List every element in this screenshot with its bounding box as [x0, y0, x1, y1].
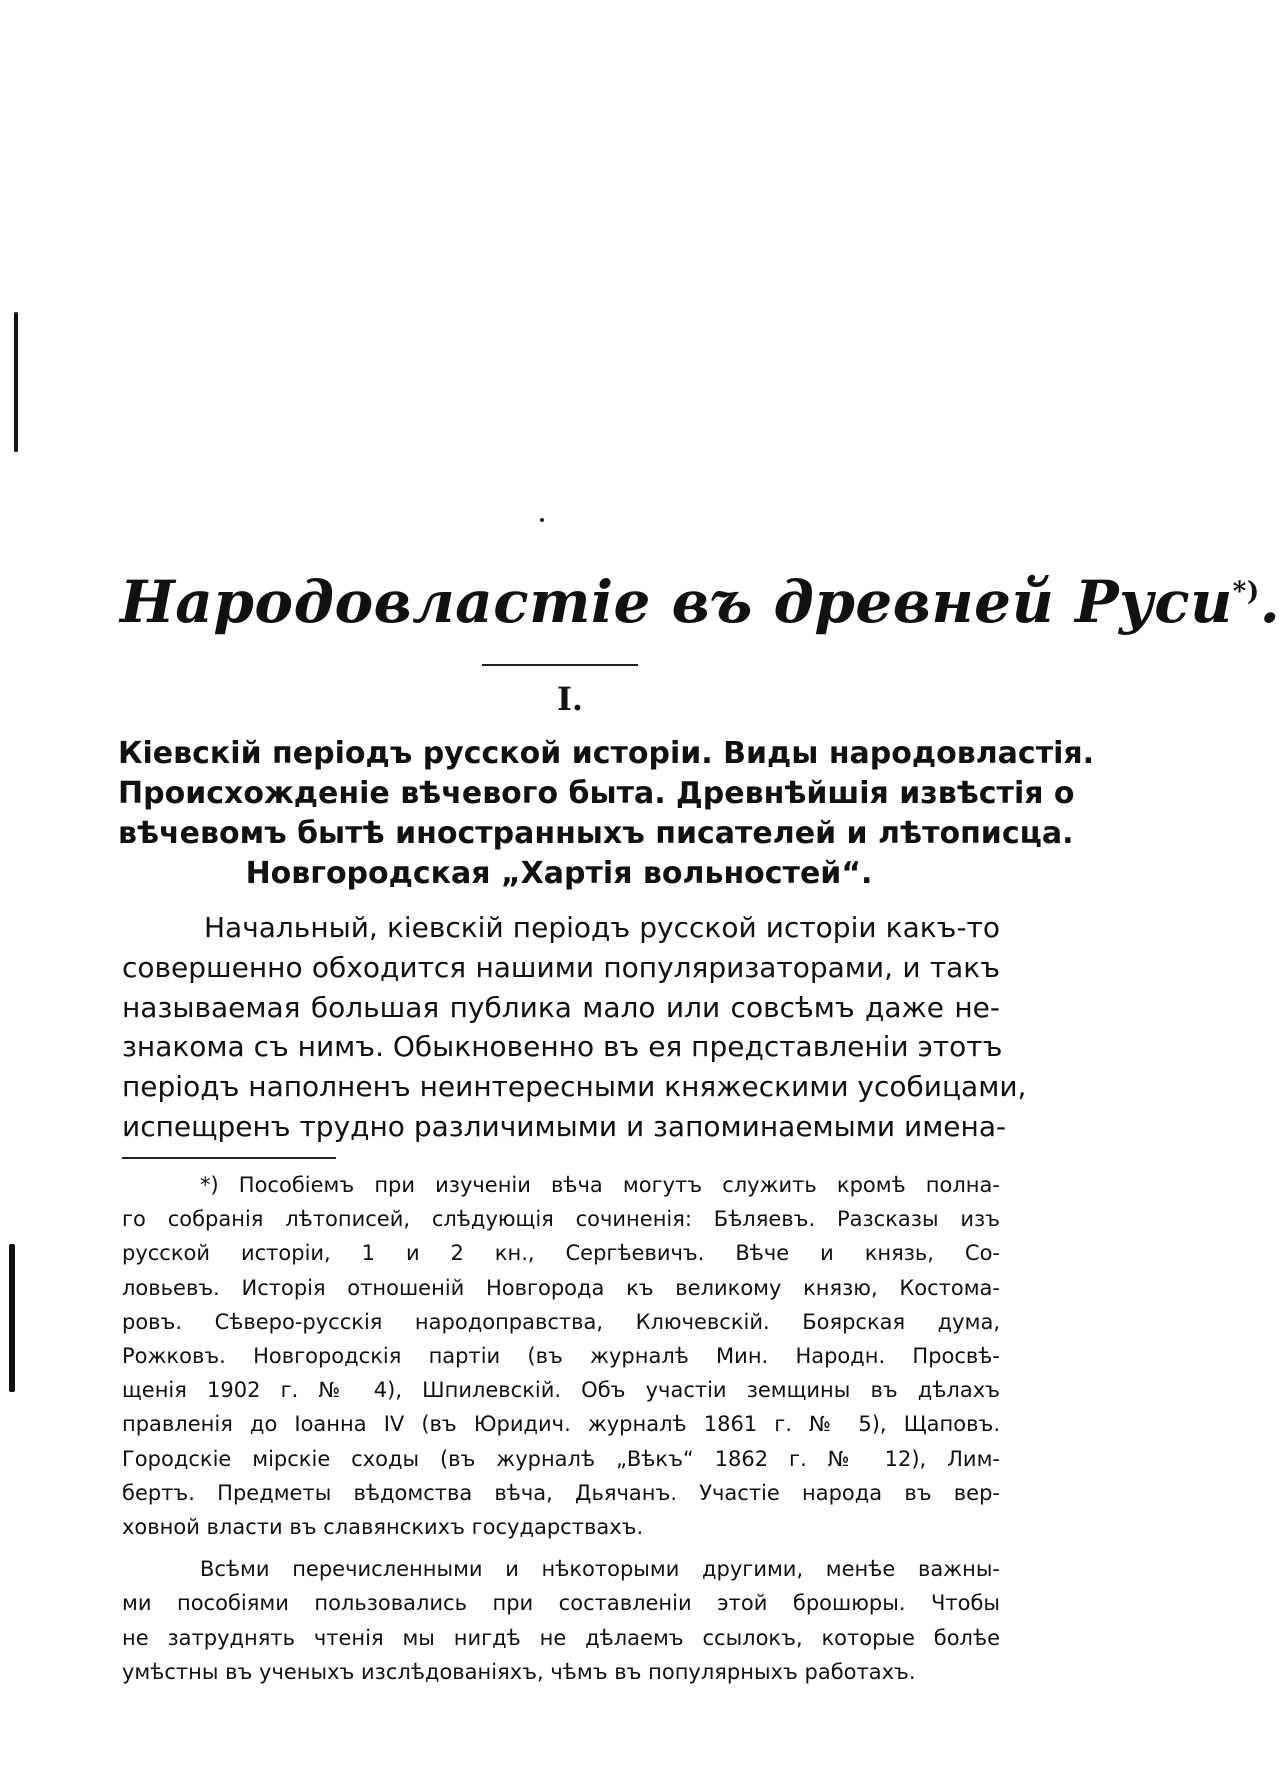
- title-rule: [482, 664, 638, 666]
- title-text: Народовластіе въ древней Руси: [120, 568, 1233, 636]
- margin-mark-lower: [9, 1244, 15, 1392]
- heading-line: Новгородская „Хартія вольностей“.: [245, 856, 873, 891]
- margin-mark-upper: [14, 312, 18, 452]
- footnote-line: Городскіе мірскіе сходы (въ журналѣ „Вѣкъ“ 1862 г. № 12), Лим-: [122, 1446, 1000, 1471]
- body-paragraph: [122, 908, 1027, 1147]
- footnote-line: правленія до Іоанна IV (въ Юридич. журналѣ 1861 г. № 5), Щаповъ.: [122, 1412, 1000, 1437]
- body-line: Начальный, кіевскій періодъ русской исторіи какъ-то: [204, 911, 1000, 944]
- footnote-line: русской исторіи, 1 и 2 кн., Сергѣевичъ. Вѣче и князь, Со-: [122, 1241, 1000, 1266]
- footnote-line: Всѣми перечисленными и нѣкоторыми другими, менѣе важны-: [200, 1557, 1000, 1582]
- chapter-number: I.: [556, 680, 584, 718]
- footnote-line: *) Пособіемъ при изученіи вѣча могутъ служить кромѣ полна-: [200, 1173, 1000, 1197]
- footnote-line: Рожковъ. Новгородскія партіи (въ журналѣ Мин. Народн. Просвѣ-: [122, 1344, 1000, 1369]
- chapter-heading: [118, 734, 1095, 894]
- footnote-line: не затруднять чтенія мы нигдѣ не дѣлаемъ ссылокъ, которые болѣе: [122, 1625, 1000, 1650]
- body-line: называемая большая публика мало или совсѣмъ даже не-: [122, 990, 1000, 1024]
- body-line: знакома съ нимъ. Обыкновенно въ ея представленіи этотъ: [122, 1030, 1003, 1064]
- footnote: [122, 1168, 1000, 1689]
- page-title: [120, 568, 1280, 636]
- footnote-line: умѣстны въ ученыхъ изслѣдованіяхъ, чѣмъ въ популярныхъ работахъ.: [122, 1659, 916, 1684]
- title-footnote-mark: *): [1232, 577, 1260, 607]
- body-line: совершенно обходится нашими популяризаторами, и такъ: [122, 950, 1000, 984]
- footnote-line: ловьевъ. Исторія отношеній Новгорода къ великому князю, Костома-: [122, 1275, 1000, 1300]
- title-period: .: [1259, 568, 1280, 636]
- footnote-line: ховной власти въ славянскихъ государствахъ.: [122, 1515, 644, 1540]
- heading-line: Кіевскій періодъ русской исторіи. Виды народовластія.: [118, 736, 1095, 771]
- heading-line: Происхожденіе вѣчевого быта. Древнѣйшія извѣстія о: [118, 776, 1075, 811]
- heading-line: вѣчевомъ бытѣ иностранныхъ писателей и лѣтописца.: [118, 816, 1074, 851]
- footnote-line: ровъ. Сѣверо-русскія народоправства, Ключевскій. Боярская дума,: [122, 1309, 1000, 1334]
- footnote-line: ми пособіями пользовались при составленіи этой брошюры. Чтобы: [122, 1591, 1000, 1616]
- footnote-line: щенія 1902 г. № 4), Шпилевскій. Объ участіи земщины въ дѣлахъ: [122, 1378, 1000, 1403]
- footnote-rule: [122, 1157, 336, 1159]
- body-line: испещренъ трудно различимыми и запоминаемыми имена-: [122, 1109, 1007, 1143]
- scan-speck: [540, 518, 544, 522]
- footnote-line: бертъ. Предметы вѣдомства вѣча, Дьячанъ. Участіе народа въ вер-: [122, 1480, 1000, 1505]
- body-line: періодъ наполненъ неинтересными княжескими усобицами,: [122, 1070, 1027, 1104]
- footnote-line: го собранія лѣтописей, слѣдующія сочиненія: Бѣляевъ. Разсказы изъ: [122, 1207, 1000, 1232]
